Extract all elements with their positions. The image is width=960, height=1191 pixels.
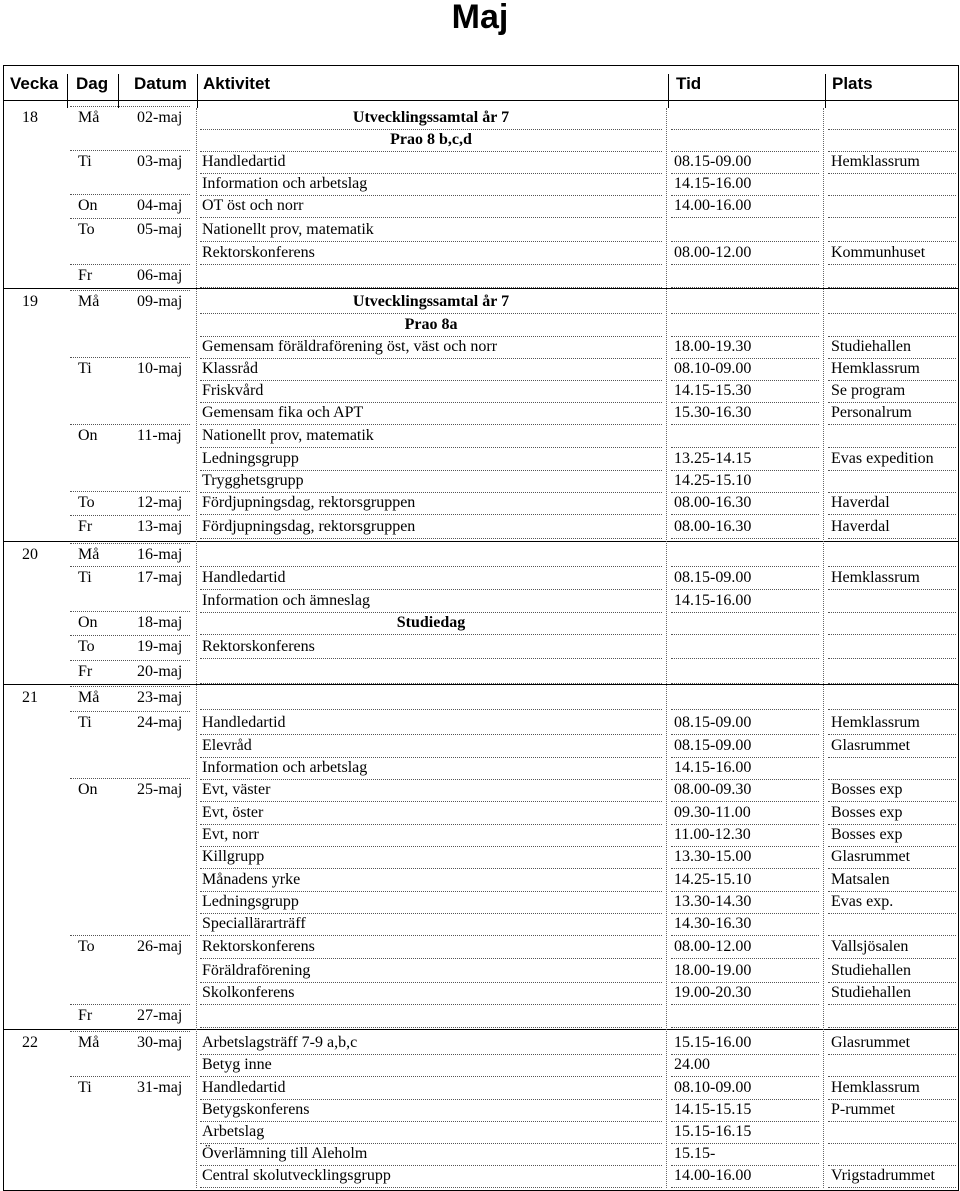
cell-tid: 18.00-19.00 bbox=[674, 962, 752, 979]
header-plats: Plats bbox=[832, 74, 873, 93]
cell-aktivitet: Skolkonferens bbox=[202, 984, 295, 1001]
rule-line bbox=[200, 958, 662, 959]
cell-aktivitet: Utvecklingssamtal år 7 bbox=[352, 293, 510, 310]
cell-aktivitet: Föräldraförening bbox=[202, 962, 311, 979]
rule-line bbox=[823, 108, 824, 1188]
cell-datum: 12-maj bbox=[137, 494, 183, 511]
cell-dag: Må bbox=[78, 689, 100, 706]
cell-tid: 13.30-14.30 bbox=[674, 893, 752, 910]
cell-datum: 05-maj bbox=[137, 221, 183, 238]
cell-plats: Matsalen bbox=[831, 871, 890, 888]
rule-line bbox=[828, 264, 956, 265]
rule-line bbox=[828, 709, 956, 710]
rule-line bbox=[3, 1029, 959, 1030]
rule-line bbox=[671, 709, 819, 710]
rule-line bbox=[828, 538, 956, 539]
cell-aktivitet: Arbetslag bbox=[202, 1123, 265, 1140]
cell-datum: 19-maj bbox=[137, 638, 183, 655]
rule-line bbox=[828, 658, 956, 659]
rule-line bbox=[200, 658, 662, 659]
cell-datum: 20-maj bbox=[137, 663, 183, 680]
cell-tid: 08.15-09.00 bbox=[674, 737, 752, 754]
cell-tid: 14.15-16.00 bbox=[674, 175, 752, 192]
cell-tid: 14.00-16.00 bbox=[674, 1167, 752, 1184]
cell-aktivitet: Evt, väster bbox=[202, 781, 271, 798]
rule-line bbox=[70, 566, 190, 567]
cell-aktivitet: Rektorskonferens bbox=[202, 938, 315, 955]
rule-line bbox=[3, 684, 959, 685]
rule-line bbox=[828, 566, 956, 567]
rule-line bbox=[828, 612, 956, 613]
cell-dag: Fr bbox=[78, 1007, 93, 1024]
cell-datum: 26-maj bbox=[137, 938, 183, 955]
cell-tid: 08.15-09.00 bbox=[674, 569, 752, 586]
cell-dag: To bbox=[78, 938, 95, 955]
rule-line bbox=[828, 313, 956, 314]
cell-aktivitet: Information och arbetslag bbox=[202, 759, 368, 776]
page-title: Maj bbox=[451, 0, 509, 36]
rule-line bbox=[828, 913, 956, 914]
cell-aktivitet: Friskvård bbox=[202, 382, 264, 399]
rule-line bbox=[200, 709, 662, 710]
rule-line bbox=[70, 711, 190, 712]
cell-aktivitet: Utvecklingssamtal år 7 bbox=[352, 109, 510, 126]
cell-datum: 16-maj bbox=[137, 546, 183, 563]
cell-datum: 11-maj bbox=[137, 427, 182, 444]
cell-aktivitet: Handledartid bbox=[202, 1079, 286, 1096]
cell-vecka: 20 bbox=[22, 546, 38, 563]
cell-tid: 18.00-19.30 bbox=[674, 338, 752, 355]
rule-line bbox=[70, 1031, 190, 1032]
rule-line bbox=[671, 447, 819, 448]
cell-tid: 08.15-09.00 bbox=[674, 714, 752, 731]
rule-line bbox=[828, 173, 956, 174]
rule-line bbox=[200, 264, 662, 265]
rule-line bbox=[828, 589, 956, 590]
rule-line bbox=[200, 1027, 662, 1028]
cell-dag: Fr bbox=[78, 518, 93, 535]
cell-tid: 19.00-20.30 bbox=[674, 984, 752, 1001]
rule-line bbox=[671, 514, 819, 515]
rule-line bbox=[70, 150, 190, 151]
rule-line bbox=[671, 612, 819, 613]
cell-dag: Fr bbox=[78, 267, 93, 284]
rule-line bbox=[828, 1143, 956, 1144]
rule-line bbox=[70, 635, 190, 636]
rule-line bbox=[828, 757, 956, 758]
rule-line bbox=[671, 1027, 819, 1028]
rule-line bbox=[671, 958, 819, 959]
cell-plats: Haverdal bbox=[831, 494, 890, 511]
cell-aktivitet: Handledartid bbox=[202, 714, 286, 731]
rule-line bbox=[3, 541, 959, 542]
rule-line bbox=[828, 734, 956, 735]
rule-line bbox=[671, 589, 819, 590]
cell-datum: 17-maj bbox=[137, 569, 183, 586]
cell-datum: 02-maj bbox=[137, 109, 183, 126]
header-aktivitet: Aktivitet bbox=[203, 74, 271, 93]
cell-plats: Glasrummet bbox=[831, 1034, 911, 1051]
cell-tid: 08.00-16.30 bbox=[674, 494, 752, 511]
rule-line bbox=[200, 935, 662, 936]
rule-line bbox=[828, 868, 956, 869]
rule-line bbox=[828, 1054, 956, 1055]
rule-line bbox=[70, 1004, 190, 1005]
cell-plats: Se program bbox=[831, 382, 906, 399]
cell-aktivitet: Nationellt prov, matematik bbox=[202, 221, 374, 238]
cell-tid: 08.00-16.30 bbox=[674, 518, 752, 535]
rule-line bbox=[671, 658, 819, 659]
header-datum: Datum bbox=[134, 74, 187, 93]
cell-datum: 06-maj bbox=[137, 267, 183, 284]
cell-tid: 15.30-16.30 bbox=[674, 404, 752, 421]
rule-line bbox=[828, 195, 956, 196]
cell-plats: Glasrummet bbox=[831, 737, 911, 754]
rule-line bbox=[70, 611, 190, 612]
cell-vecka: 22 bbox=[22, 1034, 38, 1051]
cell-datum: 13-maj bbox=[137, 518, 183, 535]
cell-tid: 14.00-16.00 bbox=[674, 197, 752, 214]
cell-plats: Kommunhuset bbox=[831, 244, 926, 261]
cell-tid: 14.15-16.00 bbox=[674, 759, 752, 776]
cell-dag: On bbox=[78, 781, 98, 798]
cell-plats: P-rummet bbox=[831, 1101, 895, 1118]
cell-tid: 14.25-15.10 bbox=[674, 472, 752, 489]
cell-aktivitet: Information och ämneslag bbox=[202, 592, 370, 609]
rule-line bbox=[671, 217, 819, 218]
cell-plats: Hemklassrum bbox=[831, 569, 920, 586]
rule-line bbox=[958, 101, 959, 1191]
cell-datum: 25-maj bbox=[137, 781, 183, 798]
cell-tid: 14.15-15.30 bbox=[674, 382, 752, 399]
cell-datum: 23-maj bbox=[137, 689, 183, 706]
cell-plats: Vrigstadrummet bbox=[831, 1167, 935, 1184]
cell-dag: Må bbox=[78, 1034, 100, 1051]
rule-line bbox=[3, 288, 959, 289]
rule-line bbox=[70, 194, 190, 195]
cell-plats: Hemklassrum bbox=[831, 1079, 920, 1096]
cell-aktivitet: Gemensam fika och APT bbox=[202, 404, 364, 421]
cell-plats: Studiehallen bbox=[831, 962, 911, 979]
cell-aktivitet: Betygskonferens bbox=[202, 1101, 310, 1118]
rule-line bbox=[200, 424, 662, 425]
rule-line bbox=[200, 217, 662, 218]
rule-line bbox=[828, 217, 956, 218]
cell-aktivitet: Handledartid bbox=[202, 569, 286, 586]
cell-tid: 11.00-12.30 bbox=[674, 826, 751, 843]
cell-aktivitet: Överlämning till Aleholm bbox=[202, 1145, 368, 1162]
rule-line bbox=[70, 424, 190, 425]
rule-line bbox=[828, 1076, 956, 1077]
cell-aktivitet: OT öst och norr bbox=[202, 197, 304, 214]
rule-line bbox=[671, 935, 819, 936]
rule-line bbox=[671, 129, 819, 130]
cell-plats: Studiehallen bbox=[831, 338, 911, 355]
rule-line bbox=[200, 1004, 662, 1005]
cell-tid: 14.30-16.30 bbox=[674, 915, 752, 932]
cell-vecka: 21 bbox=[22, 689, 38, 706]
rule-line bbox=[70, 357, 190, 358]
rule-line bbox=[200, 1187, 662, 1188]
rule-line bbox=[671, 734, 819, 735]
cell-tid: 14.15-16.00 bbox=[674, 592, 752, 609]
rule-line bbox=[200, 447, 662, 448]
rule-line bbox=[70, 218, 190, 219]
cell-plats: Haverdal bbox=[831, 518, 890, 535]
cell-datum: 03-maj bbox=[137, 153, 183, 170]
cell-datum: 30-maj bbox=[137, 1034, 183, 1051]
cell-datum: 24-maj bbox=[137, 714, 183, 731]
cell-dag: On bbox=[78, 427, 98, 444]
cell-tid: 15.15-16.00 bbox=[674, 1034, 752, 1051]
cell-aktivitet: Gemensam föräldraförening öst, väst och norr bbox=[202, 338, 498, 355]
cell-aktivitet: Evt, norr bbox=[202, 826, 259, 843]
cell-aktivitet: Central skolutvecklingsgrupp bbox=[202, 1167, 391, 1184]
rule-line bbox=[671, 1004, 819, 1005]
header-tid: Tid bbox=[676, 74, 702, 93]
cell-plats: Studiehallen bbox=[831, 984, 911, 1001]
cell-tid: 15.15- bbox=[674, 1145, 716, 1162]
cell-datum: 27-maj bbox=[137, 1007, 183, 1024]
cell-vecka: 19 bbox=[22, 293, 38, 310]
rule-line bbox=[828, 1121, 956, 1122]
cell-vecka: 18 bbox=[22, 109, 38, 126]
cell-dag: Ti bbox=[78, 714, 92, 731]
rule-line bbox=[671, 264, 819, 265]
cell-aktivitet: Betyg inne bbox=[202, 1056, 272, 1073]
rule-line bbox=[200, 868, 662, 869]
cell-tid: 13.25-14.15 bbox=[674, 450, 752, 467]
rule-line bbox=[200, 1076, 662, 1077]
cell-aktivitet: Elevråd bbox=[202, 737, 252, 754]
cell-dag: Fr bbox=[78, 663, 93, 680]
cell-dag: Må bbox=[78, 293, 100, 310]
cell-aktivitet: Ledningsgrupp bbox=[202, 893, 299, 910]
header-dag: Dag bbox=[76, 74, 109, 93]
rule-line bbox=[70, 106, 190, 107]
cell-aktivitet: Rektorskonferens bbox=[202, 638, 315, 655]
rule-line bbox=[828, 958, 956, 959]
cell-dag: To bbox=[78, 638, 95, 655]
cell-tid: 08.10-09.00 bbox=[674, 1079, 752, 1096]
cell-plats: Hemklassrum bbox=[831, 153, 920, 170]
cell-plats: Evas expedition bbox=[831, 450, 934, 467]
rule-line bbox=[828, 424, 956, 425]
rule-line bbox=[828, 1027, 956, 1028]
cell-aktivitet: Arbetslagsträff 7-9 a,b,c bbox=[202, 1034, 358, 1051]
cell-tid: 14.15-15.15 bbox=[674, 1101, 752, 1118]
rule-line bbox=[828, 470, 956, 471]
cell-datum: 04-maj bbox=[137, 197, 183, 214]
cell-tid: 08.00-12.00 bbox=[674, 938, 752, 955]
rule-line bbox=[200, 634, 662, 635]
rule-line bbox=[671, 1076, 819, 1077]
rule-line bbox=[196, 108, 197, 1188]
rule-line bbox=[200, 801, 662, 802]
cell-aktivitet: Handledartid bbox=[202, 153, 286, 170]
cell-plats: Bosses exp bbox=[831, 781, 903, 798]
cell-dag: Ti bbox=[78, 153, 92, 170]
cell-aktivitet: Information och arbetslag bbox=[202, 175, 368, 192]
cell-plats: Bosses exp bbox=[831, 826, 903, 843]
cell-dag: On bbox=[78, 197, 98, 214]
rule-line bbox=[828, 801, 956, 802]
rule-line bbox=[200, 313, 662, 314]
header-vecka: Vecka bbox=[10, 74, 59, 93]
cell-dag: Må bbox=[78, 546, 100, 563]
cell-dag: Ti bbox=[78, 569, 92, 586]
cell-plats: Bosses exp bbox=[831, 804, 903, 821]
rule-line bbox=[828, 1004, 956, 1005]
rule-line bbox=[828, 129, 956, 130]
rule-line bbox=[200, 514, 662, 515]
cell-tid: 15.15-16.15 bbox=[674, 1123, 752, 1140]
rule-line bbox=[70, 935, 190, 936]
rule-line bbox=[828, 447, 956, 448]
cell-dag: Må bbox=[78, 109, 100, 126]
rule-line bbox=[671, 424, 819, 425]
rule-line bbox=[70, 543, 190, 544]
cell-tid: 08.15-09.00 bbox=[674, 153, 752, 170]
cell-aktivitet: Ledningsgrupp bbox=[202, 450, 299, 467]
cell-tid: 14.25-15.10 bbox=[674, 871, 752, 888]
cell-dag: To bbox=[78, 221, 95, 238]
rule-line bbox=[828, 935, 956, 936]
cell-datum: 18-maj bbox=[137, 614, 183, 631]
rule-line bbox=[671, 313, 819, 314]
rule-line bbox=[828, 241, 956, 242]
cell-aktivitet: Speciallärarträff bbox=[202, 915, 306, 932]
cell-tid: 08.00-09.30 bbox=[674, 781, 752, 798]
rule-line bbox=[200, 538, 662, 539]
cell-plats: Personalrum bbox=[831, 404, 912, 421]
rule-line bbox=[671, 538, 819, 539]
rule-line bbox=[200, 589, 662, 590]
rule-line bbox=[70, 491, 190, 492]
cell-datum: 31-maj bbox=[137, 1079, 183, 1096]
rule-line bbox=[70, 264, 190, 265]
cell-aktivitet: Studiedag bbox=[396, 614, 466, 631]
cell-aktivitet: Killgrupp bbox=[202, 848, 265, 865]
cell-aktivitet: Prao 8 b,c,d bbox=[390, 131, 472, 148]
cell-tid: 08.00-12.00 bbox=[674, 244, 752, 261]
cell-aktivitet: Evt, öster bbox=[202, 804, 264, 821]
cell-plats: Vallsjösalen bbox=[831, 938, 909, 955]
cell-aktivitet: Klassråd bbox=[202, 360, 258, 377]
cell-plats: Hemklassrum bbox=[831, 714, 920, 731]
cell-tid: 09.30-11.00 bbox=[674, 804, 751, 821]
cell-aktivitet: Fördjupningsdag, rektorsgruppen bbox=[202, 518, 416, 535]
rule-line bbox=[70, 660, 190, 661]
rule-line bbox=[828, 514, 956, 515]
cell-tid: 13.30-15.00 bbox=[674, 848, 752, 865]
rule-line bbox=[70, 1076, 190, 1077]
rule-line bbox=[671, 634, 819, 635]
cell-aktivitet: Rektorskonferens bbox=[202, 244, 315, 261]
cell-plats: Hemklassrum bbox=[831, 360, 920, 377]
cell-tid: 24.00 bbox=[674, 1056, 710, 1073]
cell-plats: Glasrummet bbox=[831, 848, 911, 865]
cell-aktivitet: Nationellt prov, matematik bbox=[202, 427, 374, 444]
rule-line bbox=[671, 241, 819, 242]
rule-line bbox=[666, 108, 667, 1188]
cell-dag: Ti bbox=[78, 1079, 92, 1096]
rule-line bbox=[70, 515, 190, 516]
cell-tid: 08.10-09.00 bbox=[674, 360, 752, 377]
cell-aktivitet: Fördjupningsdag, rektorsgruppen bbox=[202, 494, 416, 511]
rule-line bbox=[70, 778, 190, 779]
rule-line bbox=[70, 290, 190, 291]
rule-line bbox=[200, 566, 662, 567]
rule-line bbox=[671, 1187, 819, 1188]
rule-line bbox=[671, 566, 819, 567]
cell-aktivitet: Prao 8a bbox=[404, 316, 458, 333]
cell-dag: Ti bbox=[78, 360, 92, 377]
cell-dag: On bbox=[78, 614, 98, 631]
cell-aktivitet: Trygghetsgrupp bbox=[202, 472, 304, 489]
rule-line bbox=[828, 634, 956, 635]
cell-datum: 09-maj bbox=[137, 293, 183, 310]
rule-line bbox=[671, 868, 819, 869]
rule-line bbox=[828, 1187, 956, 1188]
cell-aktivitet: Månadens yrke bbox=[202, 871, 301, 888]
cell-datum: 10-maj bbox=[137, 360, 183, 377]
cell-plats: Evas exp. bbox=[831, 893, 894, 910]
rule-line bbox=[200, 241, 662, 242]
rule-line bbox=[70, 686, 190, 687]
rule-line bbox=[671, 801, 819, 802]
rule-line bbox=[200, 734, 662, 735]
rule-line bbox=[3, 101, 4, 1191]
cell-dag: To bbox=[78, 494, 95, 511]
